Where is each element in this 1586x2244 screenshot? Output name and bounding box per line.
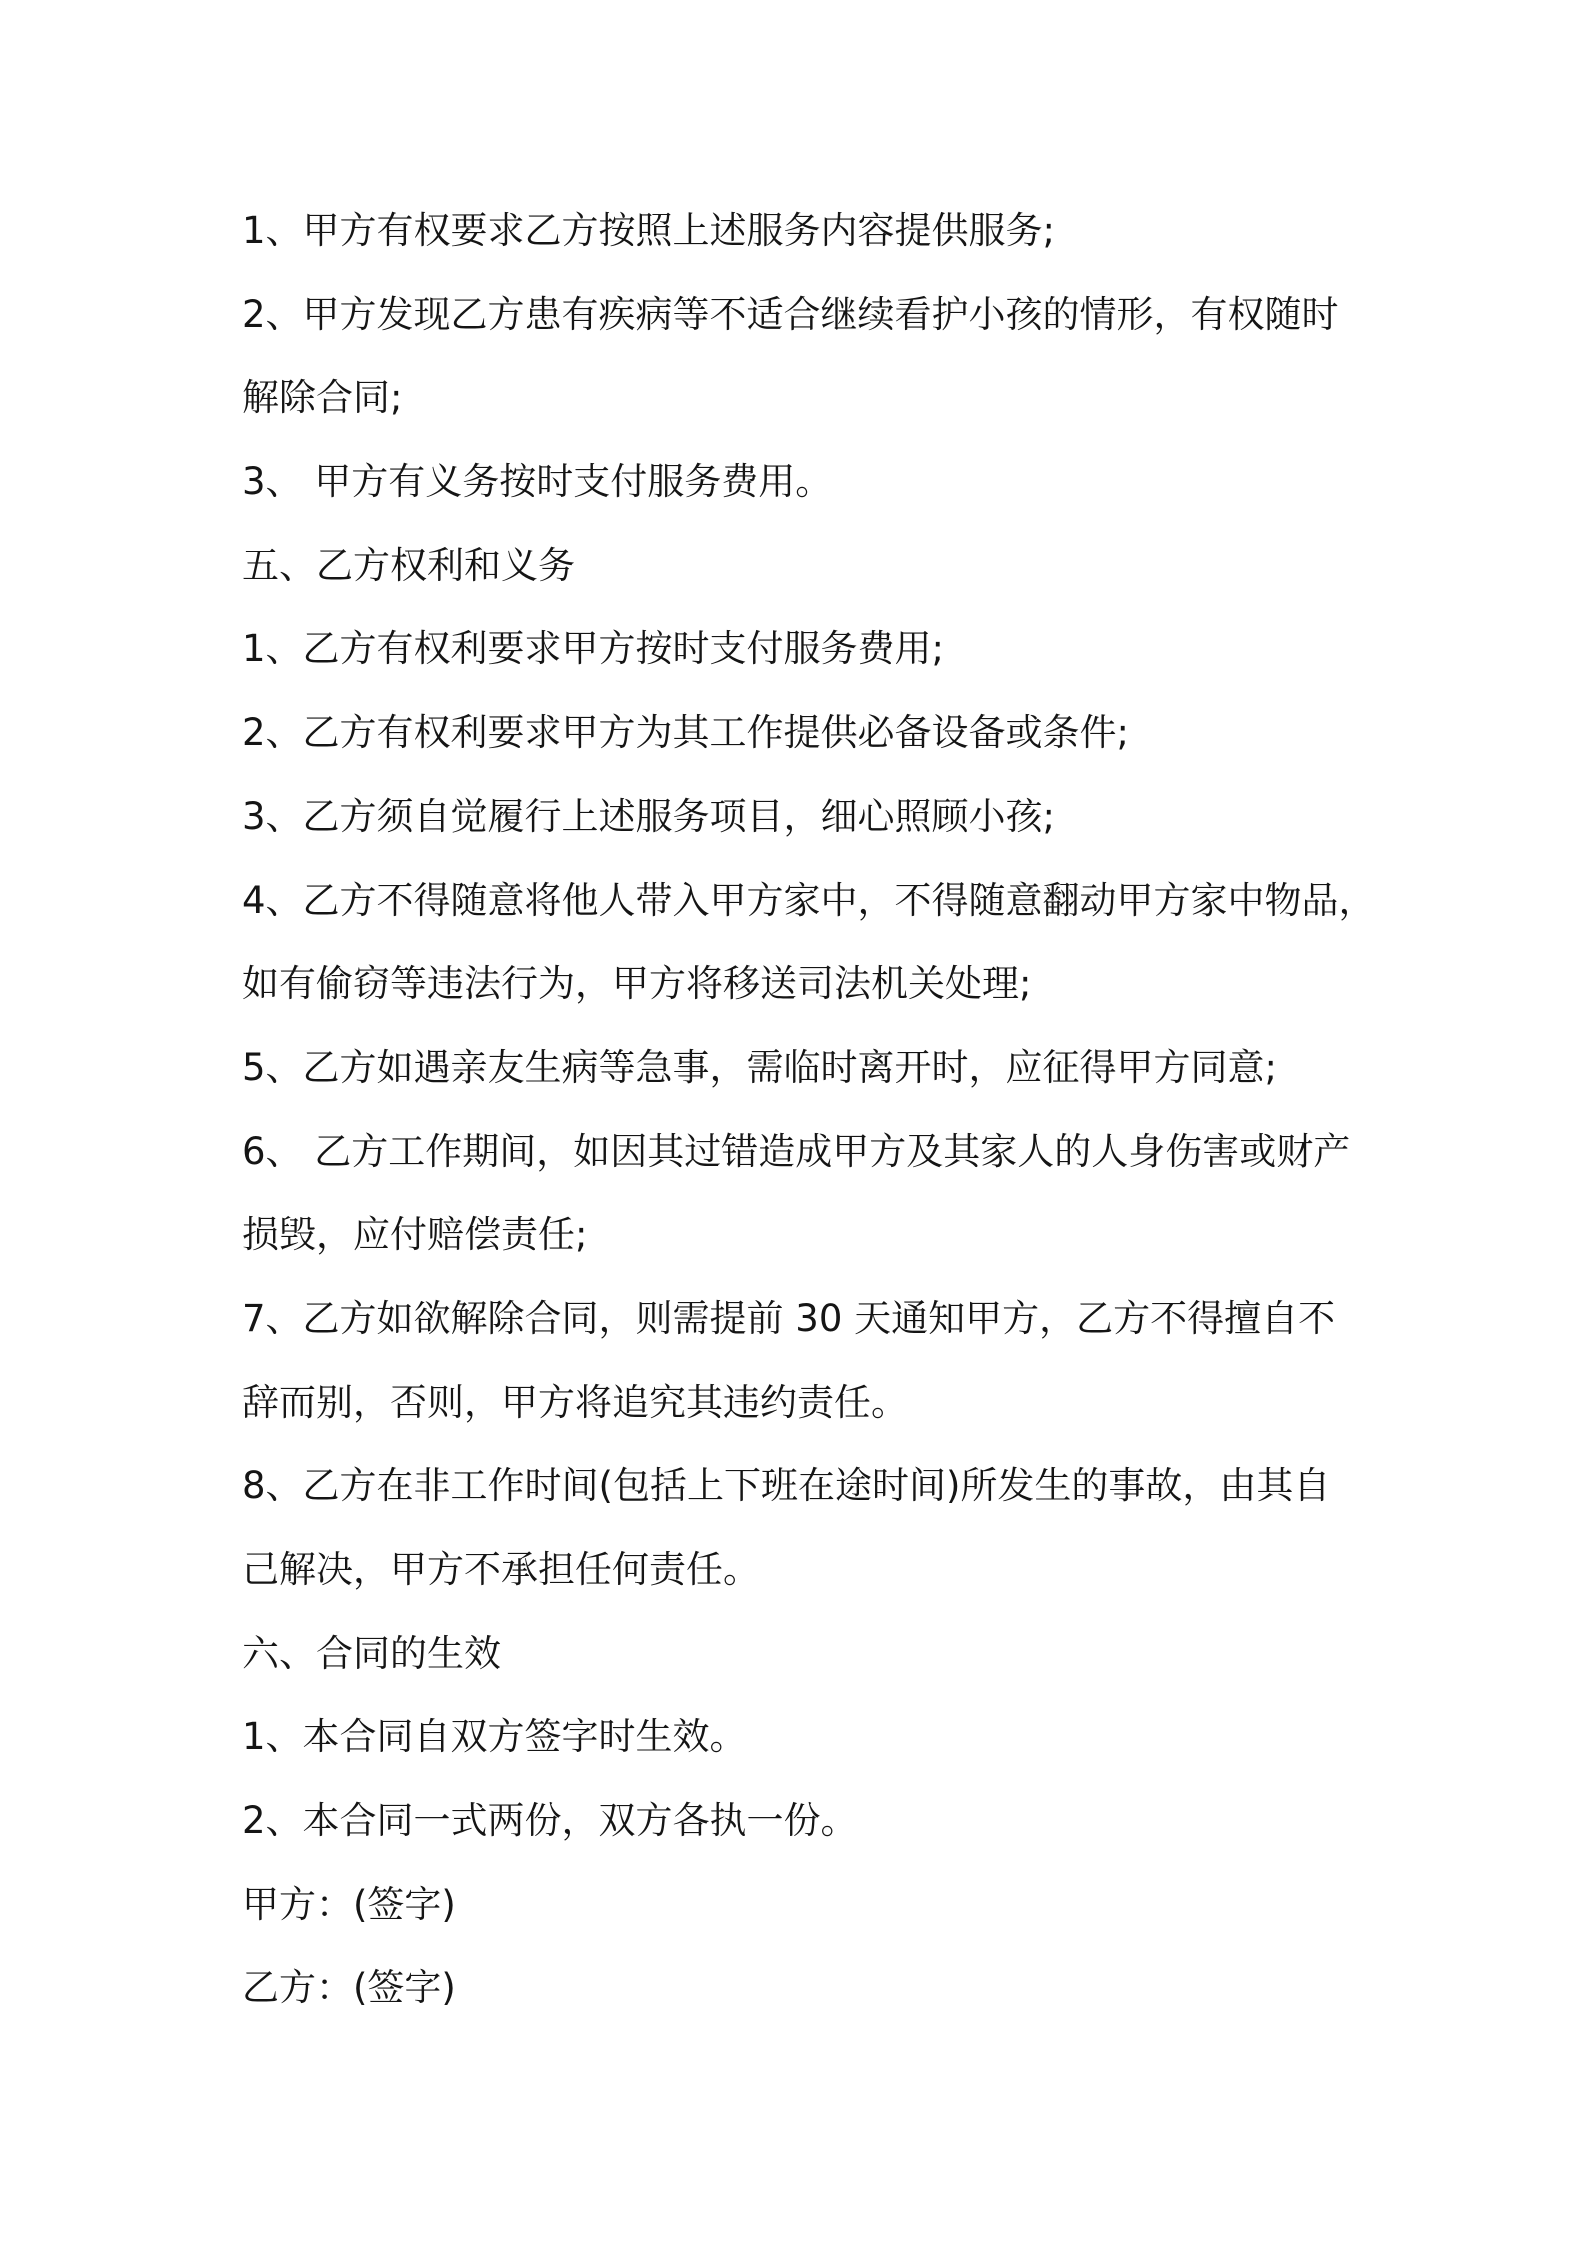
party-b-item-4-continued: 如有偷窃等违法行为，甲方将移送司法机关处理; (242, 962, 1032, 1006)
effect-item-1: 1、本合同自双方签字时生效。 (242, 1715, 747, 1759)
section-6-heading: 六、合同的生效 (242, 1631, 501, 1675)
party-b-item-2: 2、乙方有权利要求甲方为其工作提供必备设备或条件; (242, 711, 1130, 755)
party-b-item-4: 4、乙方不得随意将他人带入甲方家中，不得随意翻动甲方家中物品， (242, 878, 1376, 922)
party-a-item-3: 3、 甲方有义务按时支付服务费用。 (242, 460, 833, 504)
effect-item-2: 2、本合同一式两份，双方各执一份。 (242, 1799, 858, 1843)
party-b-item-5: 5、乙方如遇亲友生病等急事，需临时离开时，应征得甲方同意; (242, 1045, 1278, 1089)
party-b-item-7-continued: 辞而别，否则，甲方将追究其违约责任。 (242, 1380, 908, 1424)
party-b-item-8: 8、乙方在非工作时间(包括上下班在途时间)所发生的事故，由其自 (242, 1464, 1331, 1508)
party-a-item-2: 2、甲方发现乙方患有疾病等不适合继续看护小孩的情形，有权随时 (242, 292, 1339, 336)
party-a-item-1: 1、甲方有权要求乙方按照上述服务内容提供服务; (242, 209, 1056, 252)
party-b-item-1: 1、乙方有权利要求甲方按时支付服务费用; (242, 627, 945, 671)
party-b-item-6-continued: 损毁，应付赔偿责任; (242, 1213, 588, 1257)
party-b-item-7: 7、乙方如欲解除合同，则需提前 30 天通知甲方，乙方不得擅自不 (242, 1296, 1336, 1340)
party-a-signature: 甲方：(签字) (242, 1882, 456, 1926)
party-b-item-6: 6、 乙方工作期间，如因其过错造成甲方及其家人的人身伤害或财产 (242, 1129, 1351, 1173)
party-b-item-8-continued: 己解决，甲方不承担任何责任。 (242, 1548, 760, 1591)
party-b-item-3: 3、乙方须自觉履行上述服务项目，细心照顾小孩; (242, 794, 1056, 838)
party-a-item-2-continued: 解除合同; (242, 376, 403, 420)
section-5-heading: 五、乙方权利和义务 (242, 543, 575, 587)
party-b-signature: 乙方：(签字) (242, 1966, 456, 2010)
document-body (242, 189, 1422, 2030)
